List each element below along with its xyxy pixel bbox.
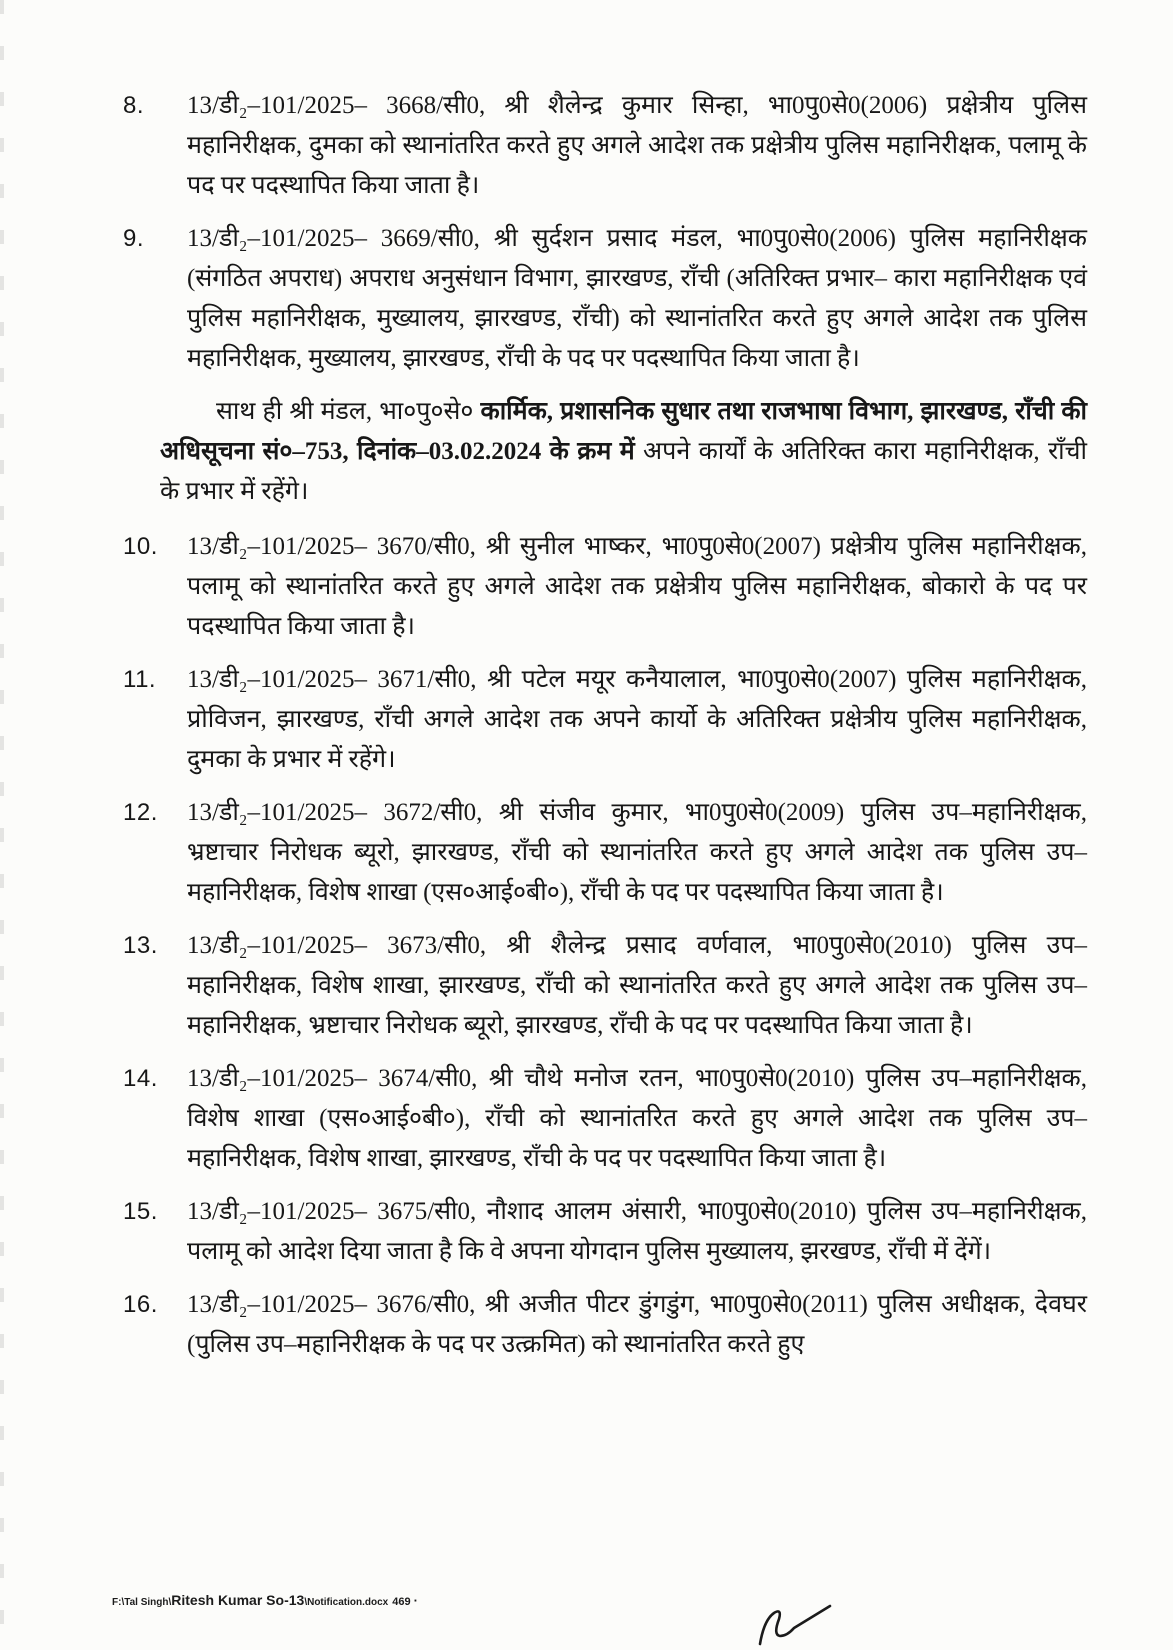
item-text: 13/डी₂–101/2025– 3670/सी0, श्री सुनील भाष्कर, भा0पु0से0(2007) प्रक्षेत्रीय पुलिस महानिरीक्षक, पलामू को स्थानांतरित करते हुए अगले आदेश तक प्रक्षेत्रीय पुलिस महानिरीक्षक, बोकारो के पद पर पदस्थापित किया जाता है। [187,533,1087,640]
order-item-11 [123,660,1087,780]
footer-path-prefix: F:\Tal Singh\ [112,1597,172,1608]
item-text: 13/डी₂–101/2025– 3673/सी0, श्री शैलेन्द्र प्रसाद वर्णवाल, भा0पु0से0(2010) पुलिस उप–महानिरीक्षक, विशेष शाखा, झारखण्ड, राँची को स्थानांतरित करते हुए अगले आदेश तक पुलिस उप–महानिरीक्षक, भ्रष्टाचार निरोधक ब्यूरो, झारखण्ड, राँची के पद पर पदस्थापित किया जाता है। [187,932,1087,1039]
item-text: 13/डी₂–101/2025– 3672/सी0, श्री संजीव कुमार, भा0पु0से0(2009) पुलिस उप–महानिरीक्षक, भ्रष्टाचार निरोधक ब्यूरो, झारखण्ड, राँची को स्थानांतरित करते हुए अगले आदेश तक पुलिस उप–महानिरीक्षक, विशेष शाखा (एस०आई०बी०), राँची के पद पर पदस्थापित किया जाता है। [187,799,1087,906]
order-item-14 [123,1059,1087,1179]
item-number: 14. [123,1065,158,1092]
item-text: 13/डी₂–101/2025– 3668/सी0, श्री शैलेन्द्र कुमार सिन्हा, भा0पु0से0(2006) प्रक्षेत्रीय पुलिस महानिरीक्षक, दुमका को स्थानांतरित करते हुए अगले आदेश तक प्रक्षेत्रीय पुलिस महानिरीक्षक, पलामू के पद पर पदस्थापित किया जाता है। [187,92,1087,199]
order-item-8 [123,86,1087,206]
footer-path-suffix: \Notification.docx [304,1597,389,1608]
order-item-13 [123,926,1087,1046]
item-number: 9. [123,225,145,252]
order-item-9 [123,219,1087,379]
footer-path-bold: Ritesh Kumar So-13 [171,1592,305,1608]
item-text: 13/डी₂–101/2025– 3676/सी0, श्री अजीत पीटर डुंगडुंग, भा0पु0से0(2011) पुलिस अधीक्षक, देवघर (पुलिस उप–महानिरीक्षक के पद पर उत्क्रमित) को स्थानांतरित करते हुए [187,1291,1087,1358]
order-item-15 [123,1192,1087,1272]
item-number: 11. [123,666,157,693]
item-text: 13/डी₂–101/2025– 3669/सी0, श्री सुर्दशन प्रसाद मंडल, भा0पु0से0(2006) पुलिस महानिरीक्षक (संगठित अपराध) अपराध अनुसंधान विभाग, झारखण्ड, राँची (अतिरिक्त प्रभार– कारा महानिरीक्षक एवं पुलिस महानिरीक्षक, मुख्यालय, झारखण्ड, राँची) को स्थानांतरित करते हुए अगले आदेश तक पुलिस महानिरीक्षक, मुख्यालय, झारखण्ड, राँची के पद पर पदस्थापित किया जाता है। [187,225,1087,372]
footer-dot: · [413,1593,418,1608]
item-text: 13/डी₂–101/2025– 3671/सी0, श्री पटेल मयूर कनैयालाल, भा0पु0से0(2007) पुलिस महानिरीक्षक, प्रोविजन, झारखण्ड, राँची अगले आदेश तक अपने कार्यो के अतिरिक्त प्रक्षेत्रीय पुलिस महानिरीक्षक, दुमका के प्रभार में रहेंगे। [187,666,1087,773]
order-item-10 [123,527,1087,647]
order-item-16 [123,1285,1087,1365]
item-text: 13/डी₂–101/2025– 3675/सी0, नौशाद आलम अंसारी, भा0पु0से0(2010) पुलिस उप–महानिरीक्षक, पलामू को आदेश दिया जाता है कि वे अपना योगदान पुलिस मुख्यालय, झरखण्ड, राँची में देंगें। [187,1198,1087,1265]
note-prefix: साथ ही श्री मंडल, भा०पु०से० [216,398,481,425]
handwritten-initial-mark [752,1602,838,1650]
order-item-12 [123,793,1087,913]
item-number: 8. [123,92,145,119]
note-bold-segment: कार्मिक, प्रशासनिक सुधार तथा राजभाषा विभाग, झारखण्ड, राँची की अधिसूचना सं०–753, दिनांक–03.02.2024 के क्रम में [160,398,1087,465]
note-suffix: अपने कार्यों के अतिरिक्त कारा महानिरीक्षक, राँची के प्रभार में रहेंगे। [160,438,1087,505]
item-number: 15. [123,1198,158,1225]
item-number: 16. [123,1291,158,1318]
item-number: 12. [123,799,158,826]
item-text: 13/डी₂–101/2025– 3674/सी0, श्री चौथे मनोज रतन, भा0पु0से0(2010) पुलिस उप–महानिरीक्षक, विशेष शाखा (एस०आई०बी०), राँची को स्थानांतरित करते हुए अगले आदेश तक पुलिस उप–महानिरीक्षक, विशेष शाखा, झारखण्ड, राँची के पद पर पदस्थापित किया जाता है। [187,1065,1087,1172]
file-path-footer [112,1592,418,1608]
footer-page-number: 469 [392,1596,411,1608]
item-number: 10. [123,533,158,560]
item-number: 13. [123,932,158,959]
additional-charge-note [160,392,1087,512]
